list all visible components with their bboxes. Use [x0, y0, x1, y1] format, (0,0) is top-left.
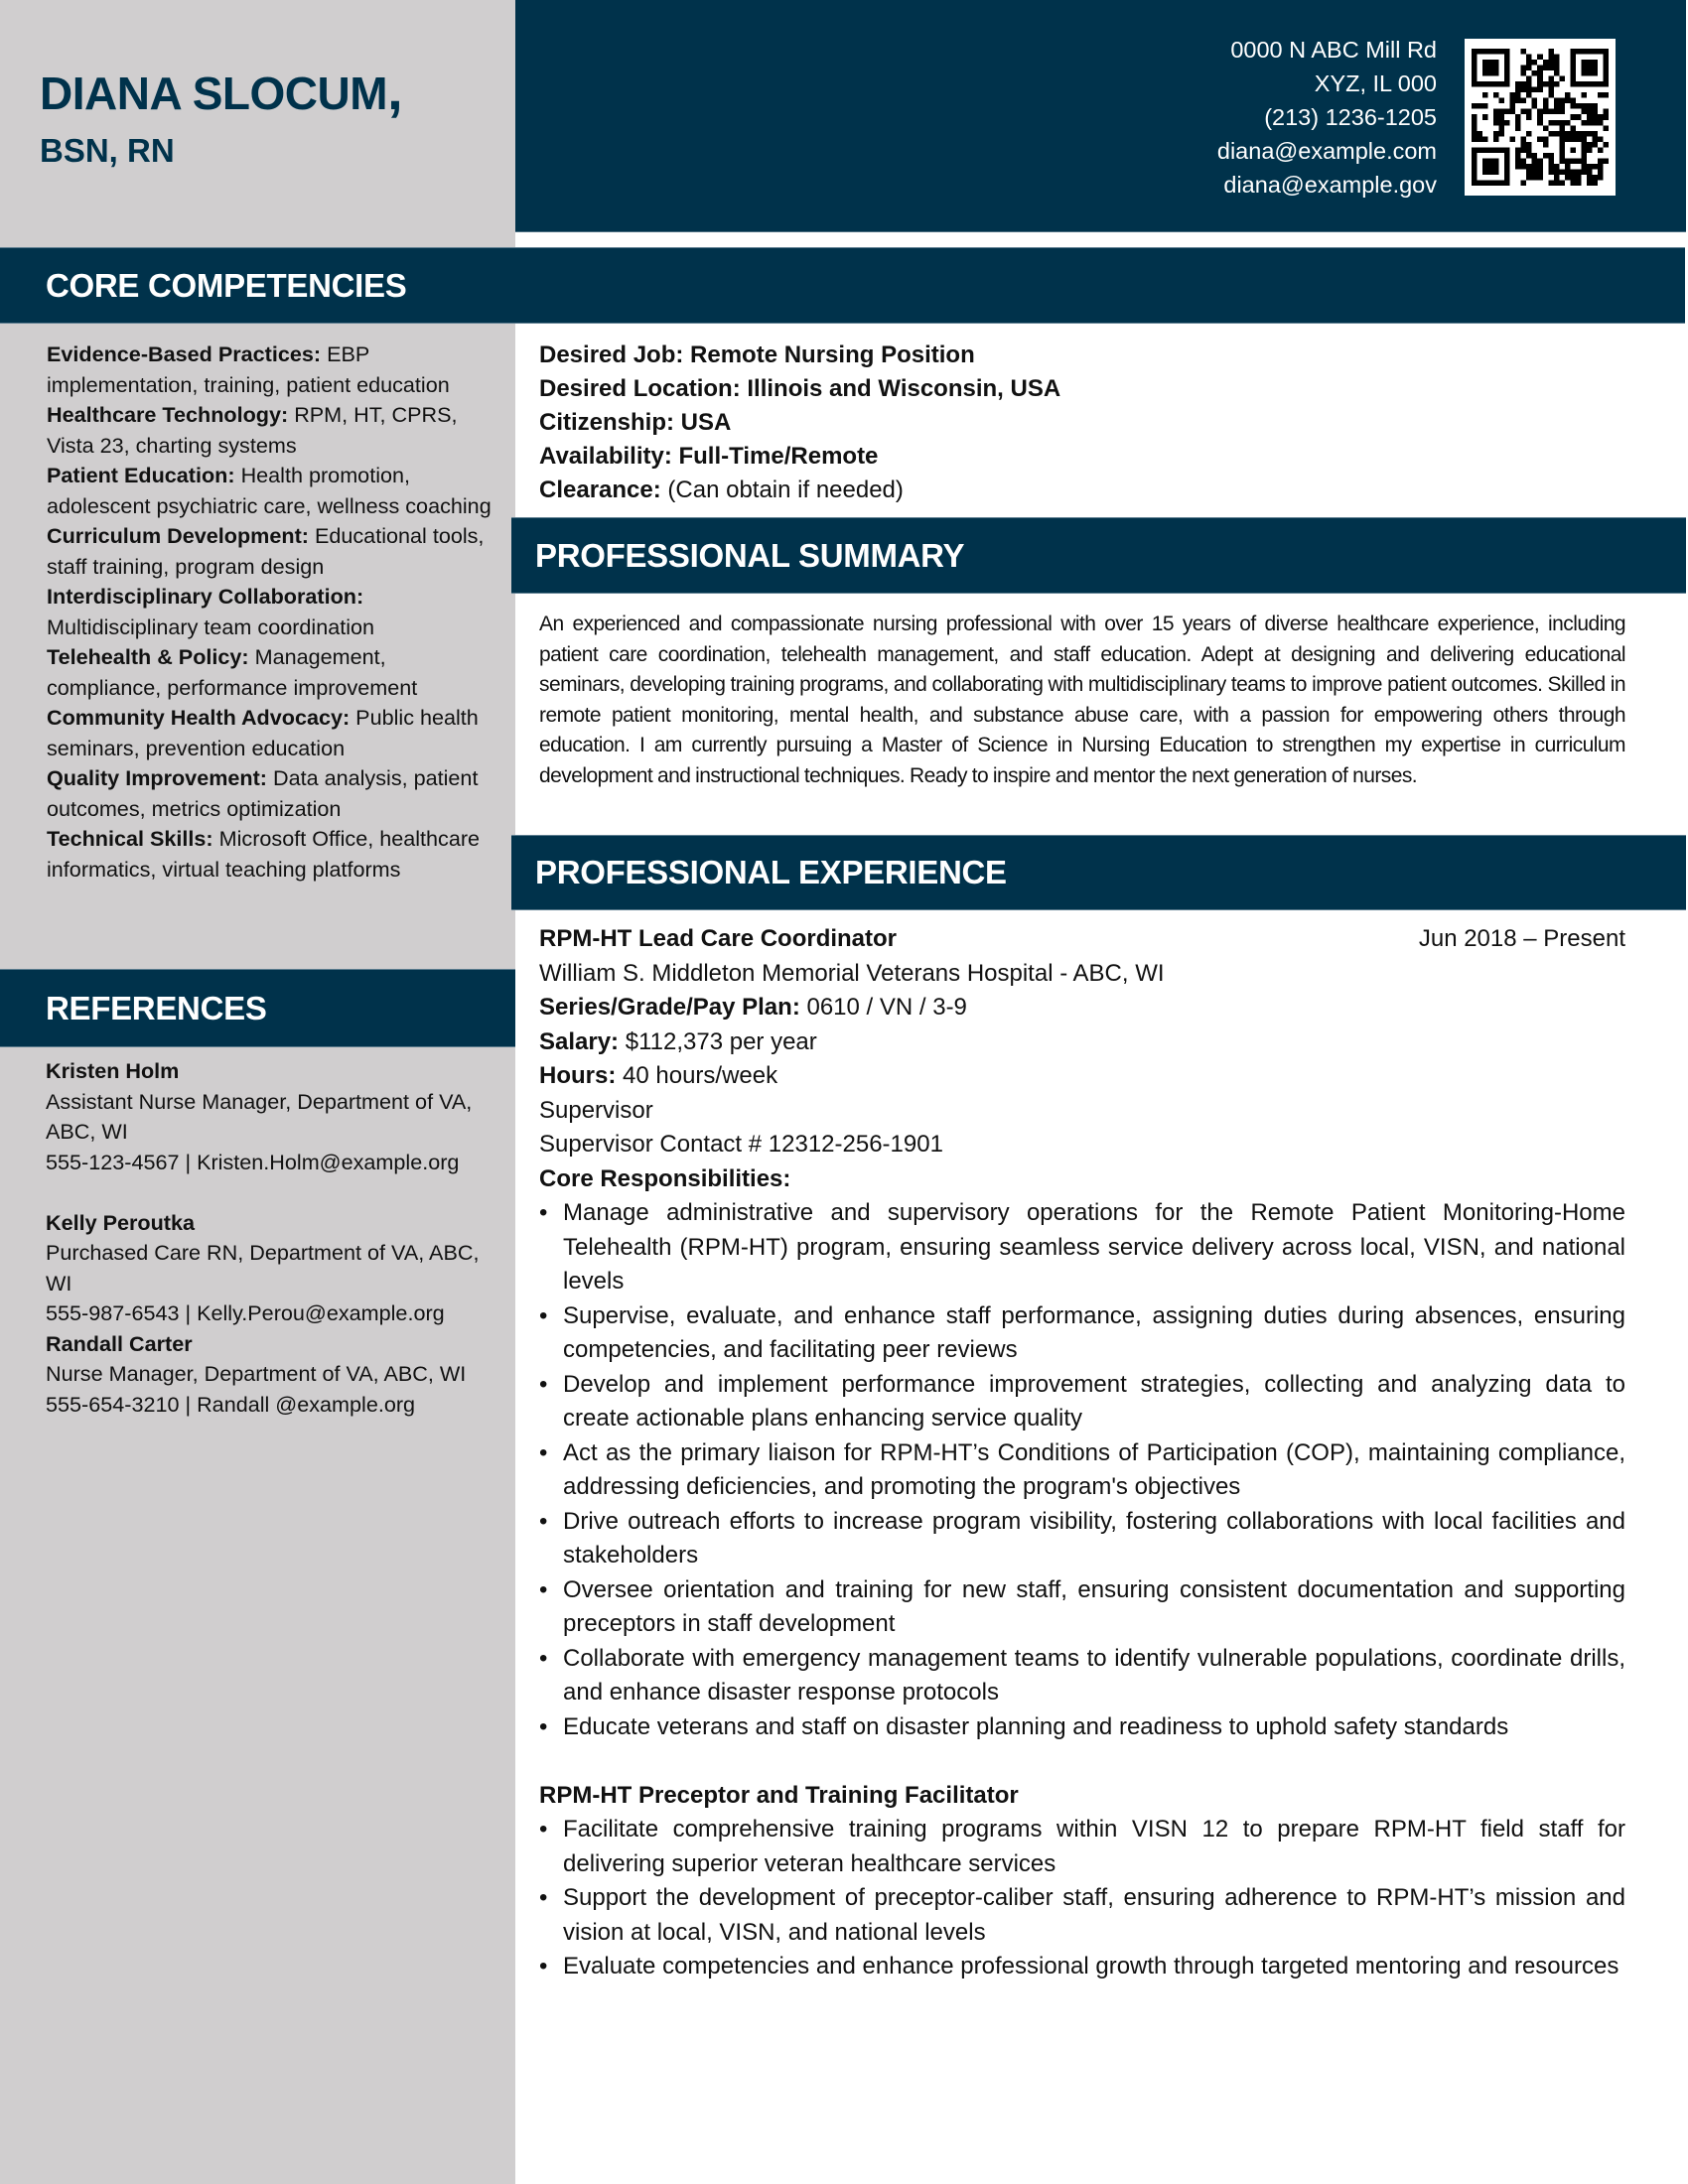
professional-summary-text: An experienced and compassionate nursing professional with over 15 years of diverse healthcare experience, including patient care coordination, telehealth management, and staff education. Adept at designing and delivering educational seminars, developing training programs, and collaborating with multidisciplinary teams to improve patient outcomes. Skilled in remote patient monitoring, mental health, and substance abuse care, with a passion for empowering others through education. I am currently pursuing a Master of Science in Nursing Education to strengthen my expertise in curriculum development and instructional techniques. Ready to inspire and mentor the next generation of nurses.: [539, 613, 1625, 787]
responsibility-item: • Collaborate with emergency management teams to identify vulnerable populations, coordinate drills, and enhance disaster response protocols: [539, 1642, 1625, 1710]
professional-experience-header: [511, 835, 1686, 910]
competency-item: [47, 824, 503, 885]
reference-name: Randall Carter: [46, 1330, 193, 1356]
responsibilities-list: [539, 1813, 1625, 1984]
responsibility-item: • Support the development of preceptor-caliber staff, ensuring adherence to RPM-HT’s mission and vision at local, VISN, and national levels: [539, 1881, 1625, 1950]
competency-item: [47, 461, 503, 521]
competency-item: [47, 521, 503, 582]
clearance: [539, 474, 1060, 507]
hours-label: Hours:: [539, 1062, 617, 1089]
competency-label: Curriculum Development:: [47, 523, 309, 548]
reference-name: Kelly Peroutka: [46, 1209, 196, 1235]
salary-value: $112,373 per year: [619, 1027, 817, 1055]
competency-label: Interdisciplinary Collaboration:: [47, 584, 364, 609]
address-line-1: 0000 N ABC Mill Rd: [1230, 37, 1437, 63]
qr-code-icon: [1465, 39, 1616, 196]
candidate-credentials: BSN, RN: [40, 132, 175, 169]
references-title: REFERENCES: [46, 989, 267, 1026]
reference-item: [46, 1208, 507, 1329]
responsibility-item: • Act as the primary liaison for RPM-HT’s Conditions of Participation (COP), maintaining compliance, addressing deficiencies, and promoting the program's objectives: [539, 1436, 1625, 1505]
reference-item: [46, 1329, 507, 1421]
job-entry: [539, 922, 1625, 1744]
competency-text: Health promotion, adolescent psychiatric care, wellness coaching: [47, 463, 492, 518]
job-title: RPM-HT Lead Care Coordinator: [539, 925, 898, 952]
professional-summary-title: PROFESSIONAL SUMMARY: [535, 536, 965, 574]
availability: Availability: Full-Time/Remote: [539, 443, 879, 470]
series-value: 0610 / VN / 3-9: [799, 994, 967, 1021]
competency-label: Patient Education:: [47, 463, 235, 487]
job-entry: [539, 1779, 1625, 1984]
job-salary: [539, 1025, 1625, 1060]
competency-text: EBP implementation, training, patient education: [47, 341, 450, 397]
salary-label: Salary:: [539, 1027, 620, 1055]
job-dates: Jun 2018 – Present: [1418, 925, 1625, 952]
responsibility-item: • Evaluate competencies and enhance professional growth through targeted mentoring and resources: [539, 1950, 1625, 1984]
competency-item: [47, 763, 503, 824]
phone-number: (213) 1236-1205: [1264, 104, 1437, 130]
job-supervisor-contact: Supervisor Contact # 12312-256-1901: [539, 1131, 943, 1158]
reference-contact: 555-123-4567 | Kristen.Holm@example.org: [46, 1149, 460, 1174]
competency-text: Microsoft Office, healthcare informatics, virtual teaching platforms: [47, 826, 481, 882]
reference-title: Purchased Care RN, Department of VA, ABC, WI: [46, 1240, 480, 1296]
clearance-value: (Can obtain if needed): [660, 477, 904, 503]
reference-title: Assistant Nurse Manager, Department of VA, ABC, WI: [46, 1088, 473, 1144]
address-line-2: XYZ, IL 000: [1314, 70, 1437, 96]
competency-label: Quality Improvement:: [47, 765, 267, 790]
core-competencies-title: CORE COMPETENCIES: [46, 266, 407, 304]
experience-section: [539, 922, 1625, 1984]
job-preferences: [539, 339, 1060, 507]
competency-label: Healthcare Technology:: [47, 402, 289, 427]
responsibility-item: • Supervise, evaluate, and enhance staff performance, assigning duties during absences, ensuring competencies, and facilitating peer reviews: [539, 1299, 1625, 1368]
responsibility-item: • Oversee orientation and training for new staff, ensuring consistent documentation and supporting preceptors in staff development: [539, 1573, 1625, 1642]
competency-label: Community Health Advocacy:: [47, 705, 351, 730]
reference-name: Kristen Holm: [46, 1058, 180, 1083]
contact-block: [1217, 33, 1437, 202]
competency-text: Management, compliance, performance improvement: [47, 644, 418, 700]
citizenship: Citizenship: USA: [539, 409, 732, 436]
competency-item: [47, 340, 503, 400]
competency-item: [47, 703, 503, 763]
responsibilities-label: Core Responsibilities:: [539, 1164, 791, 1192]
competency-text: Educational tools, staff training, program design: [47, 523, 485, 579]
competency-label: Telehealth & Policy:: [47, 644, 249, 669]
candidate-name-text: DIANA SLOCUM: [40, 68, 388, 119]
job-title-row: [539, 922, 1625, 957]
references-list: [46, 1056, 507, 1420]
job-series: [539, 991, 1625, 1025]
job-title: RPM-HT Preceptor and Training Facilitator: [539, 1781, 1019, 1809]
core-competencies-header: [0, 247, 1685, 324]
competency-item: [47, 642, 503, 703]
competency-text: Public health seminars, prevention education: [47, 705, 479, 760]
reference-title: Nurse Manager, Department of VA, ABC, WI: [46, 1361, 467, 1386]
qr-code-graphic: [1472, 46, 1609, 189]
responsibilities-list: [539, 1196, 1625, 1744]
professional-experience-title: PROFESSIONAL EXPERIENCE: [535, 854, 1007, 890]
responsibility-item: • Develop and implement performance improvement strategies, collecting and analyzing data to create actionable plans enhancing service quality: [539, 1368, 1625, 1436]
competency-item: [47, 582, 503, 642]
email-primary[interactable]: diana@example.com: [1216, 138, 1437, 164]
responsibility-item: • Facilitate comprehensive training programs within VISN 12 to prepare RPM-HT field staff for delivering superior veteran healthcare services: [539, 1813, 1625, 1881]
competency-text: Data analysis, patient outcomes, metrics optimization: [47, 765, 479, 821]
competency-text: RPM, HT, CPRS, Vista 23, charting systems: [47, 402, 458, 458]
clearance-label: Clearance:: [539, 477, 661, 503]
job-supervisor: Supervisor: [539, 1096, 653, 1124]
responsibility-item: • Drive outreach efforts to increase program visibility, fostering collaborations with local facilities and stakeholders: [539, 1505, 1625, 1573]
competencies-list: [47, 340, 503, 885]
reference-contact: 555-987-6543 | Kelly.Perou@example.org: [46, 1300, 445, 1325]
competency-item: [47, 400, 503, 461]
desired-location: Desired Location: Illinois and Wisconsin, USA: [539, 375, 1061, 402]
job-employer: William S. Middleton Memorial Veterans Hospital - ABC, WI: [539, 959, 1165, 987]
competency-label: Technical Skills:: [47, 826, 213, 851]
series-label: Series/Grade/Pay Plan:: [539, 994, 800, 1021]
reference-item: [46, 1056, 507, 1177]
desired-job: Desired Job: Remote Nursing Position: [539, 341, 975, 368]
email-secondary[interactable]: diana@example.gov: [1223, 172, 1437, 198]
reference-contact: 555-654-3210 | Randall @example.org: [46, 1391, 416, 1417]
job-hours: [539, 1059, 1625, 1094]
responsibility-item: • Manage administrative and supervisory operations for the Remote Patient Monitoring-Home Telehealth (RPM-HT) program, ensuring seamless service delivery across local, VISN, and national levels: [539, 1196, 1625, 1299]
responsibility-item: • Educate veterans and staff on disaster planning and readiness to uphold safety standards: [539, 1710, 1625, 1745]
competency-label: Evidence-Based Practices:: [47, 341, 322, 366]
candidate-name: [40, 58, 402, 122]
references-header: [0, 969, 515, 1047]
competency-text: Multidisciplinary team coordination: [47, 614, 375, 639]
hours-value: 40 hours/week: [616, 1062, 778, 1089]
name-comma: ,: [387, 59, 403, 121]
professional-summary-header: [511, 517, 1686, 594]
